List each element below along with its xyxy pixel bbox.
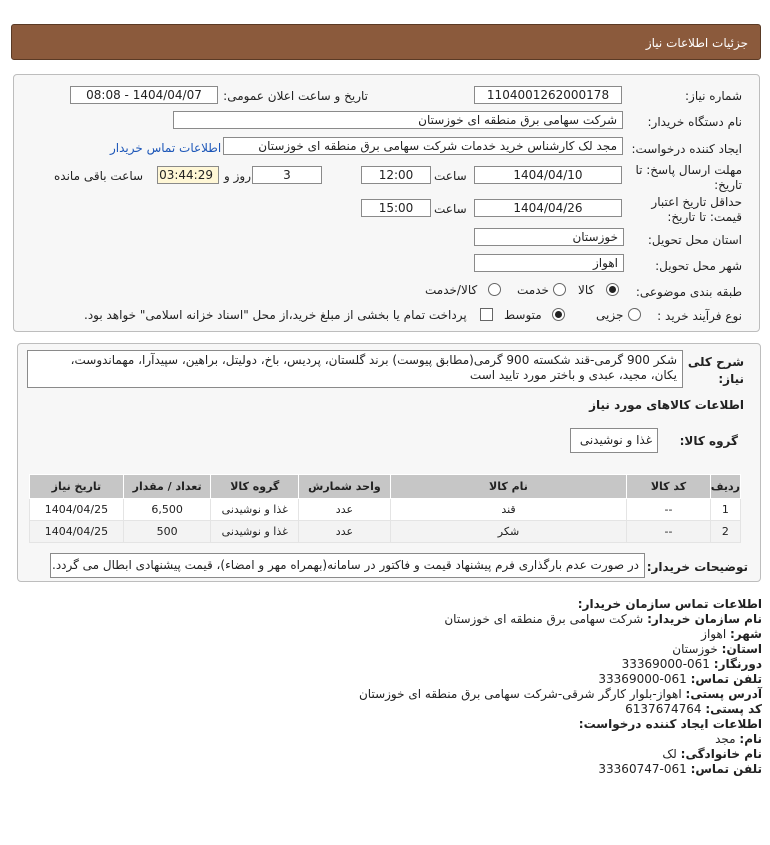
goods-group-field: غذا و نوشیدنی — [570, 428, 658, 453]
buyer-notes-field: در صورت عدم بارگذاری فرم پیشنهاد قیمت و فاکتور در سامانه(بهمراه مهر و امضاء)، قیمت پیشنهادی ابطال می گردد. — [50, 553, 645, 578]
deadline-label-2: تاریخ: — [714, 178, 742, 192]
contact-section — [0, 597, 762, 777]
cell-name: شکر — [390, 521, 626, 543]
treasury-payment-checkbox[interactable] — [480, 308, 493, 321]
process-label: نوع فرآیند خرید : — [657, 309, 742, 323]
phone-value: 061-33369000 — [598, 672, 687, 686]
name-value: مجد — [715, 732, 736, 746]
cell-quantity: 500 — [123, 521, 211, 543]
buyer-contact-link[interactable]: اطلاعات تماس خریدار — [110, 141, 222, 155]
remaining-label: ساعت باقی مانده — [54, 169, 144, 183]
table-row — [30, 521, 741, 543]
col-date: تاریخ نیاز — [30, 475, 124, 499]
validity-label-2: قیمت: تا تاریخ: — [667, 210, 742, 224]
contact-postal-line — [0, 702, 762, 717]
page-title: جزئیات اطلاعات نیاز — [645, 36, 748, 50]
goods-table-header — [30, 475, 741, 499]
validity-date-field: 1404/04/26 — [474, 199, 622, 217]
cell-quantity: 6,500 — [123, 499, 211, 521]
table-row — [30, 499, 741, 521]
remaining-time-field: 03:44:29 — [157, 166, 219, 184]
category-radio-both[interactable] — [488, 283, 501, 296]
address-value: اهواز-بلوار کارگر شرقی-شرکت سهامی برق منطقه ای خوزستان — [358, 687, 682, 701]
announce-field: 1404/04/07 - 08:08 — [70, 86, 218, 104]
contact-province-value: خوزستان — [672, 642, 718, 656]
process-radio-minor[interactable] — [628, 308, 641, 321]
contact-city-value: اهواز — [701, 627, 727, 641]
cell-row: 2 — [710, 521, 740, 543]
summary-label-line1: شرح کلی — [687, 355, 744, 369]
contact-fax-line — [0, 657, 762, 672]
process-option-minor: جزیی — [596, 308, 624, 322]
province-field: خوزستان — [474, 228, 624, 246]
category-option-service: خدمت — [517, 283, 549, 297]
days-label: روز و — [224, 169, 251, 183]
creator-label: ایجاد کننده درخواست: — [631, 142, 742, 156]
cell-date: 1404/04/25 — [30, 499, 124, 521]
category-label: طبقه بندی موضوعی: — [635, 285, 742, 299]
city-label: شهر محل تحویل: — [655, 259, 742, 273]
family-label: نام خانوادگی: — [680, 747, 762, 761]
process-option-medium: متوسط — [504, 308, 542, 322]
contact-city-label: شهر: — [730, 627, 762, 641]
org-value: شرکت سهامی برق منطقه ای خوزستان — [444, 612, 644, 626]
col-group: گروه کالا — [211, 475, 299, 499]
contact-phone-line — [0, 672, 762, 687]
need-number-label: شماره نیاز: — [685, 89, 742, 103]
validity-label-1: حداقل تاریخ اعتبار — [651, 195, 742, 209]
creator-phone-line — [0, 762, 762, 777]
summary-text-line1: شکر 900 گرمی-قند شکسته 900 گرمی(مطابق پیوست) برند گلستان، پردیس، باخ، دولیتل، براهین، سپیدآرا، مهماندوست، — [70, 353, 677, 367]
cell-unit: عدد — [299, 521, 391, 543]
postal-label: کد پستی: — [705, 702, 762, 716]
name-label: نام: — [739, 732, 762, 746]
goods-group-label: گروه کالا: — [679, 434, 738, 448]
category-radio-goods[interactable] — [606, 283, 619, 296]
fax-value: 061-33369000 — [621, 657, 710, 671]
fax-label: دورنگار: — [713, 657, 762, 671]
deadline-time-label: ساعت — [434, 169, 467, 183]
col-unit: واحد شمارش — [299, 475, 391, 499]
goods-table — [29, 474, 741, 543]
col-quantity: تعداد / مقدار — [123, 475, 211, 499]
address-label: آدرس پستی: — [685, 687, 762, 701]
goods-info-title: اطلاعات کالاهای مورد نیاز — [589, 398, 744, 412]
need-number-field: 1104001262000178 — [474, 86, 622, 104]
summary-text-line2: یکان، مجید، عبدی و باختر مورد تایید است — [469, 368, 677, 382]
creator-phone-label: تلفن تماس: — [690, 762, 762, 776]
contact-address-line — [0, 687, 762, 702]
contact-province-line — [0, 642, 762, 657]
col-name: نام کالا — [390, 475, 626, 499]
creator-family-line — [0, 747, 762, 762]
treasury-payment-note: پرداخت تمام یا بخشی از مبلغ خرید،از محل "اسناد خزانه اسلامی" خواهد بود. — [84, 308, 467, 322]
phone-label: تلفن تماس: — [690, 672, 762, 686]
cell-unit: عدد — [299, 499, 391, 521]
buyer-field: شرکت سهامی برق منطقه ای خوزستان — [173, 111, 623, 129]
page-title-bar — [11, 24, 761, 60]
buyer-label: نام دستگاه خریدار: — [647, 115, 742, 129]
creator-title: اطلاعات ایجاد کننده درخواست: — [578, 717, 762, 731]
buyer-notes-label: توضیحات خریدار: — [646, 560, 748, 574]
deadline-date-field: 1404/04/10 — [474, 166, 622, 184]
creator-name-line — [0, 732, 762, 747]
category-option-goods: کالا — [578, 283, 595, 297]
cell-group: غذا و نوشیدنی — [211, 521, 299, 543]
cell-name: قند — [390, 499, 626, 521]
days-field: 3 — [252, 166, 322, 184]
deadline-label-1: مهلت ارسال پاسخ: تا — [635, 163, 742, 177]
contact-title: اطلاعات تماس سازمان خریدار: — [577, 597, 762, 611]
cell-code: -- — [627, 521, 711, 543]
validity-time-field: 15:00 — [361, 199, 431, 217]
cell-row: 1 — [710, 499, 740, 521]
org-label: نام سازمان خریدار: — [647, 612, 762, 626]
col-row: ردیف — [710, 475, 740, 499]
cell-date: 1404/04/25 — [30, 521, 124, 543]
cell-group: غذا و نوشیدنی — [211, 499, 299, 521]
contact-city-line — [0, 627, 762, 642]
cell-code: -- — [627, 499, 711, 521]
creator-phone-value: 061-33360747 — [598, 762, 687, 776]
deadline-time-field: 12:00 — [361, 166, 431, 184]
process-radio-medium[interactable] — [552, 308, 565, 321]
summary-field — [27, 350, 683, 388]
creator-field: مجد لک کارشناس خرید خدمات شرکت سهامی برق منطقه ای خوزستان — [223, 137, 623, 155]
announce-label: تاریخ و ساعت اعلان عمومی: — [223, 89, 368, 103]
family-value: لک — [662, 747, 677, 761]
contact-province-label: استان: — [721, 642, 762, 656]
contact-org-line — [0, 612, 762, 627]
validity-time-label: ساعت — [434, 202, 467, 216]
col-code: کد کالا — [627, 475, 711, 499]
summary-label-line2: نیاز: — [718, 372, 744, 386]
city-field: اهواز — [474, 254, 624, 272]
category-option-both: کالا/خدمت — [425, 283, 478, 297]
postal-value: 6137674764 — [625, 702, 702, 716]
province-label: استان محل تحویل: — [647, 233, 742, 247]
category-radio-service[interactable] — [553, 283, 566, 296]
